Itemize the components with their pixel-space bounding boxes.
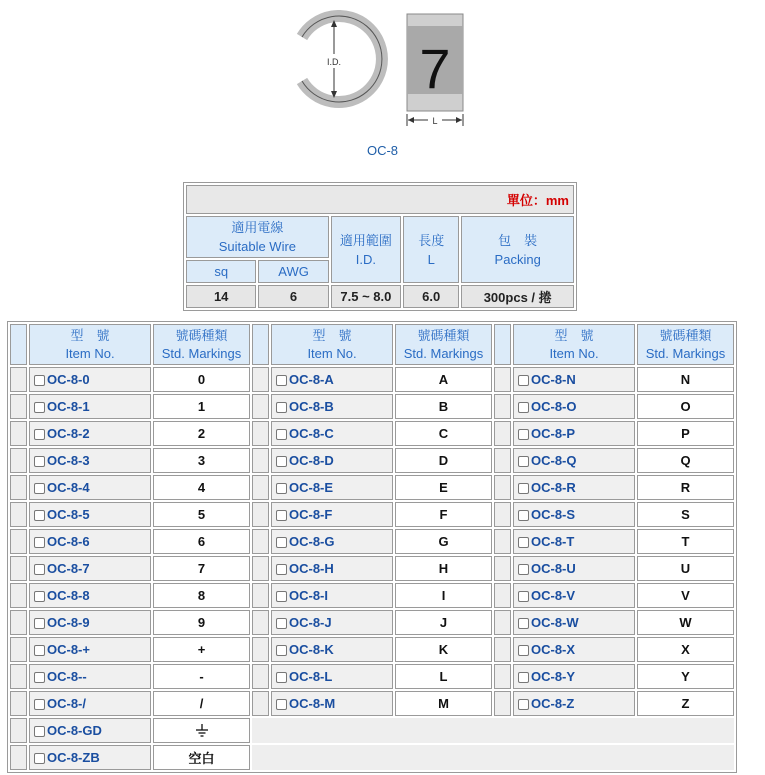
table-row: [10, 394, 734, 419]
item-number: OC-8-U: [531, 561, 576, 576]
gutter-cell: [494, 502, 511, 527]
item-cell[interactable]: [513, 475, 635, 500]
item-checkbox[interactable]: [34, 645, 45, 656]
header-mark-zh: 號碼種類: [417, 327, 470, 343]
ground-icon: [194, 723, 210, 739]
header-mark-en: Std. Markings: [645, 345, 726, 361]
item-checkbox[interactable]: [34, 726, 45, 737]
item-number: OC-8-F: [289, 507, 333, 522]
item-cell[interactable]: [29, 421, 151, 446]
marking-cell: B: [395, 394, 492, 419]
item-cell[interactable]: [271, 664, 393, 689]
marking-cell: 9: [153, 610, 250, 635]
gutter-cell: [252, 637, 269, 662]
marking-cell: +: [153, 637, 250, 662]
gutter-cell: [10, 421, 27, 446]
gutter-cell: [252, 691, 269, 716]
item-checkbox[interactable]: [34, 375, 45, 386]
table-row: [10, 583, 734, 608]
marking-cell: G: [395, 529, 492, 554]
header-wire-zh: 適用電線: [231, 220, 284, 235]
marking-cell: Q: [637, 448, 734, 473]
marking-cell: H: [395, 556, 492, 581]
item-checkbox[interactable]: [518, 672, 529, 683]
marking-cell: 5: [153, 502, 250, 527]
item-number: OC-8-ZB: [47, 750, 100, 765]
item-cell[interactable]: [29, 502, 151, 527]
item-number: OC-8-7: [47, 561, 90, 576]
item-number: OC-8-S: [531, 507, 576, 522]
item-cell[interactable]: [513, 556, 635, 581]
marker-sleeve-diagram: [407, 14, 463, 126]
item-number: OC-8-C: [289, 426, 334, 441]
item-cell[interactable]: [271, 502, 393, 527]
gutter-cell: [494, 448, 511, 473]
item-checkbox[interactable]: [518, 699, 529, 710]
header-range: [331, 216, 401, 283]
item-checkbox[interactable]: [34, 672, 45, 683]
gutter-cell: [252, 664, 269, 689]
header-suitable-wire: [186, 216, 329, 258]
item-checkbox[interactable]: [276, 375, 287, 386]
item-number: OC-8-O: [531, 399, 577, 414]
item-checkbox[interactable]: [34, 402, 45, 413]
item-checkbox[interactable]: [276, 429, 287, 440]
header-item-zh: 型 號: [312, 327, 352, 343]
item-number: OC-8-Q: [531, 453, 577, 468]
header-mark-zh: 號碼種類: [659, 327, 712, 343]
item-cell[interactable]: [29, 448, 151, 473]
item-cell[interactable]: [29, 367, 151, 392]
item-number: OC-8--: [47, 669, 87, 684]
marking-cell: 空白: [153, 745, 250, 770]
item-checkbox[interactable]: [276, 402, 287, 413]
marking-cell: X: [637, 637, 734, 662]
item-cell[interactable]: [29, 475, 151, 500]
item-number: OC-8-W: [531, 615, 579, 630]
gutter-cell: [494, 583, 511, 608]
value-length: 6.0: [403, 285, 459, 308]
header-range-en: I.D.: [355, 251, 377, 267]
item-cell[interactable]: [513, 664, 635, 689]
marking-cell: U: [637, 556, 734, 581]
gutter-cell: [252, 556, 269, 581]
gutter-cell: [10, 556, 27, 581]
item-checkbox[interactable]: [34, 618, 45, 629]
item-number: OC-8-K: [289, 642, 334, 657]
item-cell[interactable]: [29, 691, 151, 716]
gutter-cell: [10, 324, 27, 365]
marking-cell: P: [637, 421, 734, 446]
table-row: [10, 637, 734, 662]
gutter-cell: [10, 691, 27, 716]
header-wire-en: Suitable Wire: [218, 239, 297, 254]
item-cell[interactable]: [271, 421, 393, 446]
marking-cell: O: [637, 394, 734, 419]
table-row: [10, 502, 734, 527]
item-number: OC-8-J: [289, 615, 332, 630]
item-cell[interactable]: [271, 448, 393, 473]
item-cell[interactable]: [271, 529, 393, 554]
item-checkbox[interactable]: [518, 402, 529, 413]
item-checkbox[interactable]: [276, 618, 287, 629]
item-cell[interactable]: [271, 556, 393, 581]
marking-cell: 2: [153, 421, 250, 446]
item-number: OC-8-6: [47, 534, 90, 549]
item-number: OC-8-4: [47, 480, 90, 495]
table-row: [10, 529, 734, 554]
item-number: OC-8-T: [531, 534, 575, 549]
header-range-zh: 適用範圍: [339, 232, 392, 248]
item-checkbox[interactable]: [34, 483, 45, 494]
item-number: OC-8-E: [289, 480, 334, 495]
header-packing-zh: 包 裝: [498, 232, 538, 248]
gutter-cell: [252, 421, 269, 446]
item-cell[interactable]: [513, 637, 635, 662]
header-std-markings: [153, 324, 250, 365]
item-cell[interactable]: [271, 394, 393, 419]
header-awg: AWG: [258, 260, 328, 283]
item-cell[interactable]: [29, 637, 151, 662]
item-cell[interactable]: [29, 583, 151, 608]
item-number: OC-8-L: [289, 669, 333, 684]
item-checkbox[interactable]: [34, 537, 45, 548]
item-number: OC-8-Y: [531, 669, 576, 684]
header-item-en: Item No.: [307, 345, 357, 361]
gutter-cell: [10, 529, 27, 554]
gutter-cell: [252, 529, 269, 554]
item-cell[interactable]: [271, 610, 393, 635]
item-checkbox[interactable]: [276, 564, 287, 575]
gutter-cell: [252, 502, 269, 527]
unit-label: 單位：mm: [186, 185, 574, 214]
marking-cell: S: [637, 502, 734, 527]
item-checkbox[interactable]: [276, 537, 287, 548]
item-table: [7, 321, 737, 773]
gutter-cell: [494, 610, 511, 635]
header-mark-zh: 號碼種類: [175, 327, 228, 343]
header-std-markings: [395, 324, 492, 365]
gutter-cell: [494, 556, 511, 581]
item-cell[interactable]: [271, 367, 393, 392]
marking-cell: 6: [153, 529, 250, 554]
marking-cell: N: [637, 367, 734, 392]
gutter-cell: [10, 664, 27, 689]
model-caption: OC-8: [366, 143, 399, 158]
spec-table: [183, 182, 577, 311]
item-number: OC-8-Z: [531, 696, 575, 711]
item-cell[interactable]: [513, 583, 635, 608]
gutter-cell: [10, 745, 27, 770]
gutter-cell: [10, 367, 27, 392]
marking-cell: 4: [153, 475, 250, 500]
table-row: [10, 448, 734, 473]
header-item-en: Item No.: [549, 345, 599, 361]
header-item-zh: 型 號: [554, 327, 594, 343]
gutter-cell: [494, 691, 511, 716]
gutter-cell: [10, 718, 27, 743]
item-number: OC-8-R: [531, 480, 576, 495]
gutter-cell: [10, 610, 27, 635]
item-cell[interactable]: [29, 718, 151, 743]
gutter-cell: [252, 394, 269, 419]
marking-cell: -: [153, 664, 250, 689]
header-sq: sq: [186, 260, 256, 283]
tube-ring-diagram: [302, 16, 382, 102]
item-cell[interactable]: [513, 367, 635, 392]
header-item-no: [271, 324, 393, 365]
table-row: [10, 556, 734, 581]
marking-cell: C: [395, 421, 492, 446]
gutter-cell: [10, 394, 27, 419]
gutter-cell: [494, 394, 511, 419]
item-number: OC-8-A: [289, 372, 334, 387]
header-item-no: [29, 324, 151, 365]
marking-cell: F: [395, 502, 492, 527]
item-cell[interactable]: [271, 691, 393, 716]
item-number: OC-8-2: [47, 426, 90, 441]
table-row: [10, 421, 734, 446]
header-packing-en: Packing: [494, 251, 541, 267]
item-cell[interactable]: [29, 610, 151, 635]
gutter-cell: [252, 583, 269, 608]
item-cell[interactable]: [513, 421, 635, 446]
gutter-cell: [494, 475, 511, 500]
marking-cell: T: [637, 529, 734, 554]
table-row: [10, 664, 734, 689]
marking-cell: Y: [637, 664, 734, 689]
value-awg: 6: [258, 285, 328, 308]
item-checkbox[interactable]: [34, 564, 45, 575]
item-checkbox[interactable]: [34, 591, 45, 602]
gutter-cell: [252, 324, 269, 365]
item-number: OC-8-M: [289, 696, 336, 711]
marking-cell: I: [395, 583, 492, 608]
item-cell[interactable]: [29, 394, 151, 419]
item-number: OC-8-1: [47, 399, 90, 414]
header-item-zh: 型 號: [70, 327, 110, 343]
item-checkbox[interactable]: [276, 672, 287, 683]
gutter-cell: [494, 529, 511, 554]
item-cell[interactable]: [513, 691, 635, 716]
marking-cell: 7: [153, 556, 250, 581]
marking-cell: 8: [153, 583, 250, 608]
gutter-cell: [10, 502, 27, 527]
item-number: OC-8-8: [47, 588, 90, 603]
gutter-cell: [252, 475, 269, 500]
item-number: OC-8-3: [47, 453, 90, 468]
item-number: OC-8-+: [47, 642, 90, 657]
table-header-row: [10, 324, 734, 365]
header-mark-en: Std. Markings: [161, 345, 242, 361]
table-row: [10, 718, 734, 743]
item-checkbox[interactable]: [276, 510, 287, 521]
item-cell[interactable]: [513, 502, 635, 527]
header-length-zh: 長度: [418, 232, 445, 248]
item-number: OC-8-D: [289, 453, 334, 468]
item-cell[interactable]: [29, 745, 151, 770]
gutter-cell: [10, 475, 27, 500]
item-number: OC-8-G: [289, 534, 335, 549]
item-cell[interactable]: [271, 475, 393, 500]
item-number: OC-8-/: [47, 696, 86, 711]
item-cell[interactable]: [513, 610, 635, 635]
marking-cell: 3: [153, 448, 250, 473]
empty-cell: [252, 745, 734, 770]
item-checkbox[interactable]: [34, 699, 45, 710]
marker-digit: 7: [419, 37, 451, 100]
marking-cell: W: [637, 610, 734, 635]
gutter-cell: [494, 324, 511, 365]
empty-cell: [252, 718, 734, 743]
item-cell[interactable]: [29, 529, 151, 554]
item-checkbox[interactable]: [518, 456, 529, 467]
marking-cell: 0: [153, 367, 250, 392]
value-sq: 14: [186, 285, 256, 308]
marking-cell: A: [395, 367, 492, 392]
item-checkbox[interactable]: [518, 510, 529, 521]
item-checkbox[interactable]: [34, 456, 45, 467]
item-checkbox[interactable]: [518, 564, 529, 575]
gutter-cell: [10, 583, 27, 608]
gutter-cell: [494, 421, 511, 446]
header-std-markings: [637, 324, 734, 365]
item-cell[interactable]: [513, 529, 635, 554]
marking-cell: R: [637, 475, 734, 500]
header-item-no: [513, 324, 635, 365]
item-checkbox[interactable]: [518, 429, 529, 440]
marking-cell: E: [395, 475, 492, 500]
item-checkbox[interactable]: [34, 753, 45, 764]
table-row: [10, 475, 734, 500]
product-figure: [270, 10, 470, 130]
header-packing: [461, 216, 574, 283]
marking-cell: L: [395, 664, 492, 689]
value-packing: 300pcs / 捲: [461, 285, 574, 308]
item-number: OC-8-I: [289, 588, 328, 603]
gutter-cell: [494, 367, 511, 392]
item-checkbox[interactable]: [276, 483, 287, 494]
table-row: [10, 691, 734, 716]
item-checkbox[interactable]: [518, 375, 529, 386]
header-item-en: Item No.: [65, 345, 115, 361]
value-range: 7.5 ~ 8.0: [331, 285, 401, 308]
item-checkbox[interactable]: [34, 429, 45, 440]
header-length-en: L: [427, 251, 435, 267]
marking-cell: K: [395, 637, 492, 662]
item-number: OC-8-X: [531, 642, 576, 657]
marking-cell: J: [395, 610, 492, 635]
gutter-cell: [494, 637, 511, 662]
length-label: L: [432, 116, 438, 126]
id-label: I.D.: [326, 57, 342, 67]
item-number: OC-8-V: [531, 588, 576, 603]
item-number: OC-8-H: [289, 561, 334, 576]
gutter-cell: [252, 367, 269, 392]
item-checkbox[interactable]: [518, 537, 529, 548]
item-number: OC-8-9: [47, 615, 90, 630]
item-number: OC-8-5: [47, 507, 90, 522]
item-number: OC-8-GD: [47, 723, 102, 738]
item-cell[interactable]: [513, 394, 635, 419]
item-number: OC-8-0: [47, 372, 90, 387]
marking-cell: /: [153, 691, 250, 716]
gutter-cell: [252, 610, 269, 635]
marking-cell: D: [395, 448, 492, 473]
table-row: [10, 367, 734, 392]
marking-cell: 1: [153, 394, 250, 419]
table-row: [10, 745, 734, 770]
gutter-cell: [10, 637, 27, 662]
item-checkbox[interactable]: [518, 618, 529, 629]
gutter-cell: [494, 664, 511, 689]
item-checkbox[interactable]: [518, 483, 529, 494]
gutter-cell: [10, 448, 27, 473]
gutter-cell: [252, 448, 269, 473]
item-cell[interactable]: [29, 664, 151, 689]
item-checkbox[interactable]: [276, 591, 287, 602]
table-row: [10, 610, 734, 635]
item-checkbox[interactable]: [276, 456, 287, 467]
marking-cell: M: [395, 691, 492, 716]
item-cell[interactable]: [513, 448, 635, 473]
item-checkbox[interactable]: [276, 699, 287, 710]
item-cell[interactable]: [271, 583, 393, 608]
item-checkbox[interactable]: [518, 591, 529, 602]
item-cell[interactable]: [271, 637, 393, 662]
item-number: OC-8-N: [531, 372, 576, 387]
header-length: [403, 216, 459, 283]
marking-cell: V: [637, 583, 734, 608]
item-number: OC-8-P: [531, 426, 576, 441]
item-number: OC-8-B: [289, 399, 334, 414]
item-cell[interactable]: [29, 556, 151, 581]
item-checkbox[interactable]: [518, 645, 529, 656]
header-mark-en: Std. Markings: [403, 345, 484, 361]
marking-cell: Z: [637, 691, 734, 716]
item-checkbox[interactable]: [34, 510, 45, 521]
item-checkbox[interactable]: [276, 645, 287, 656]
marking-cell: [153, 718, 250, 743]
